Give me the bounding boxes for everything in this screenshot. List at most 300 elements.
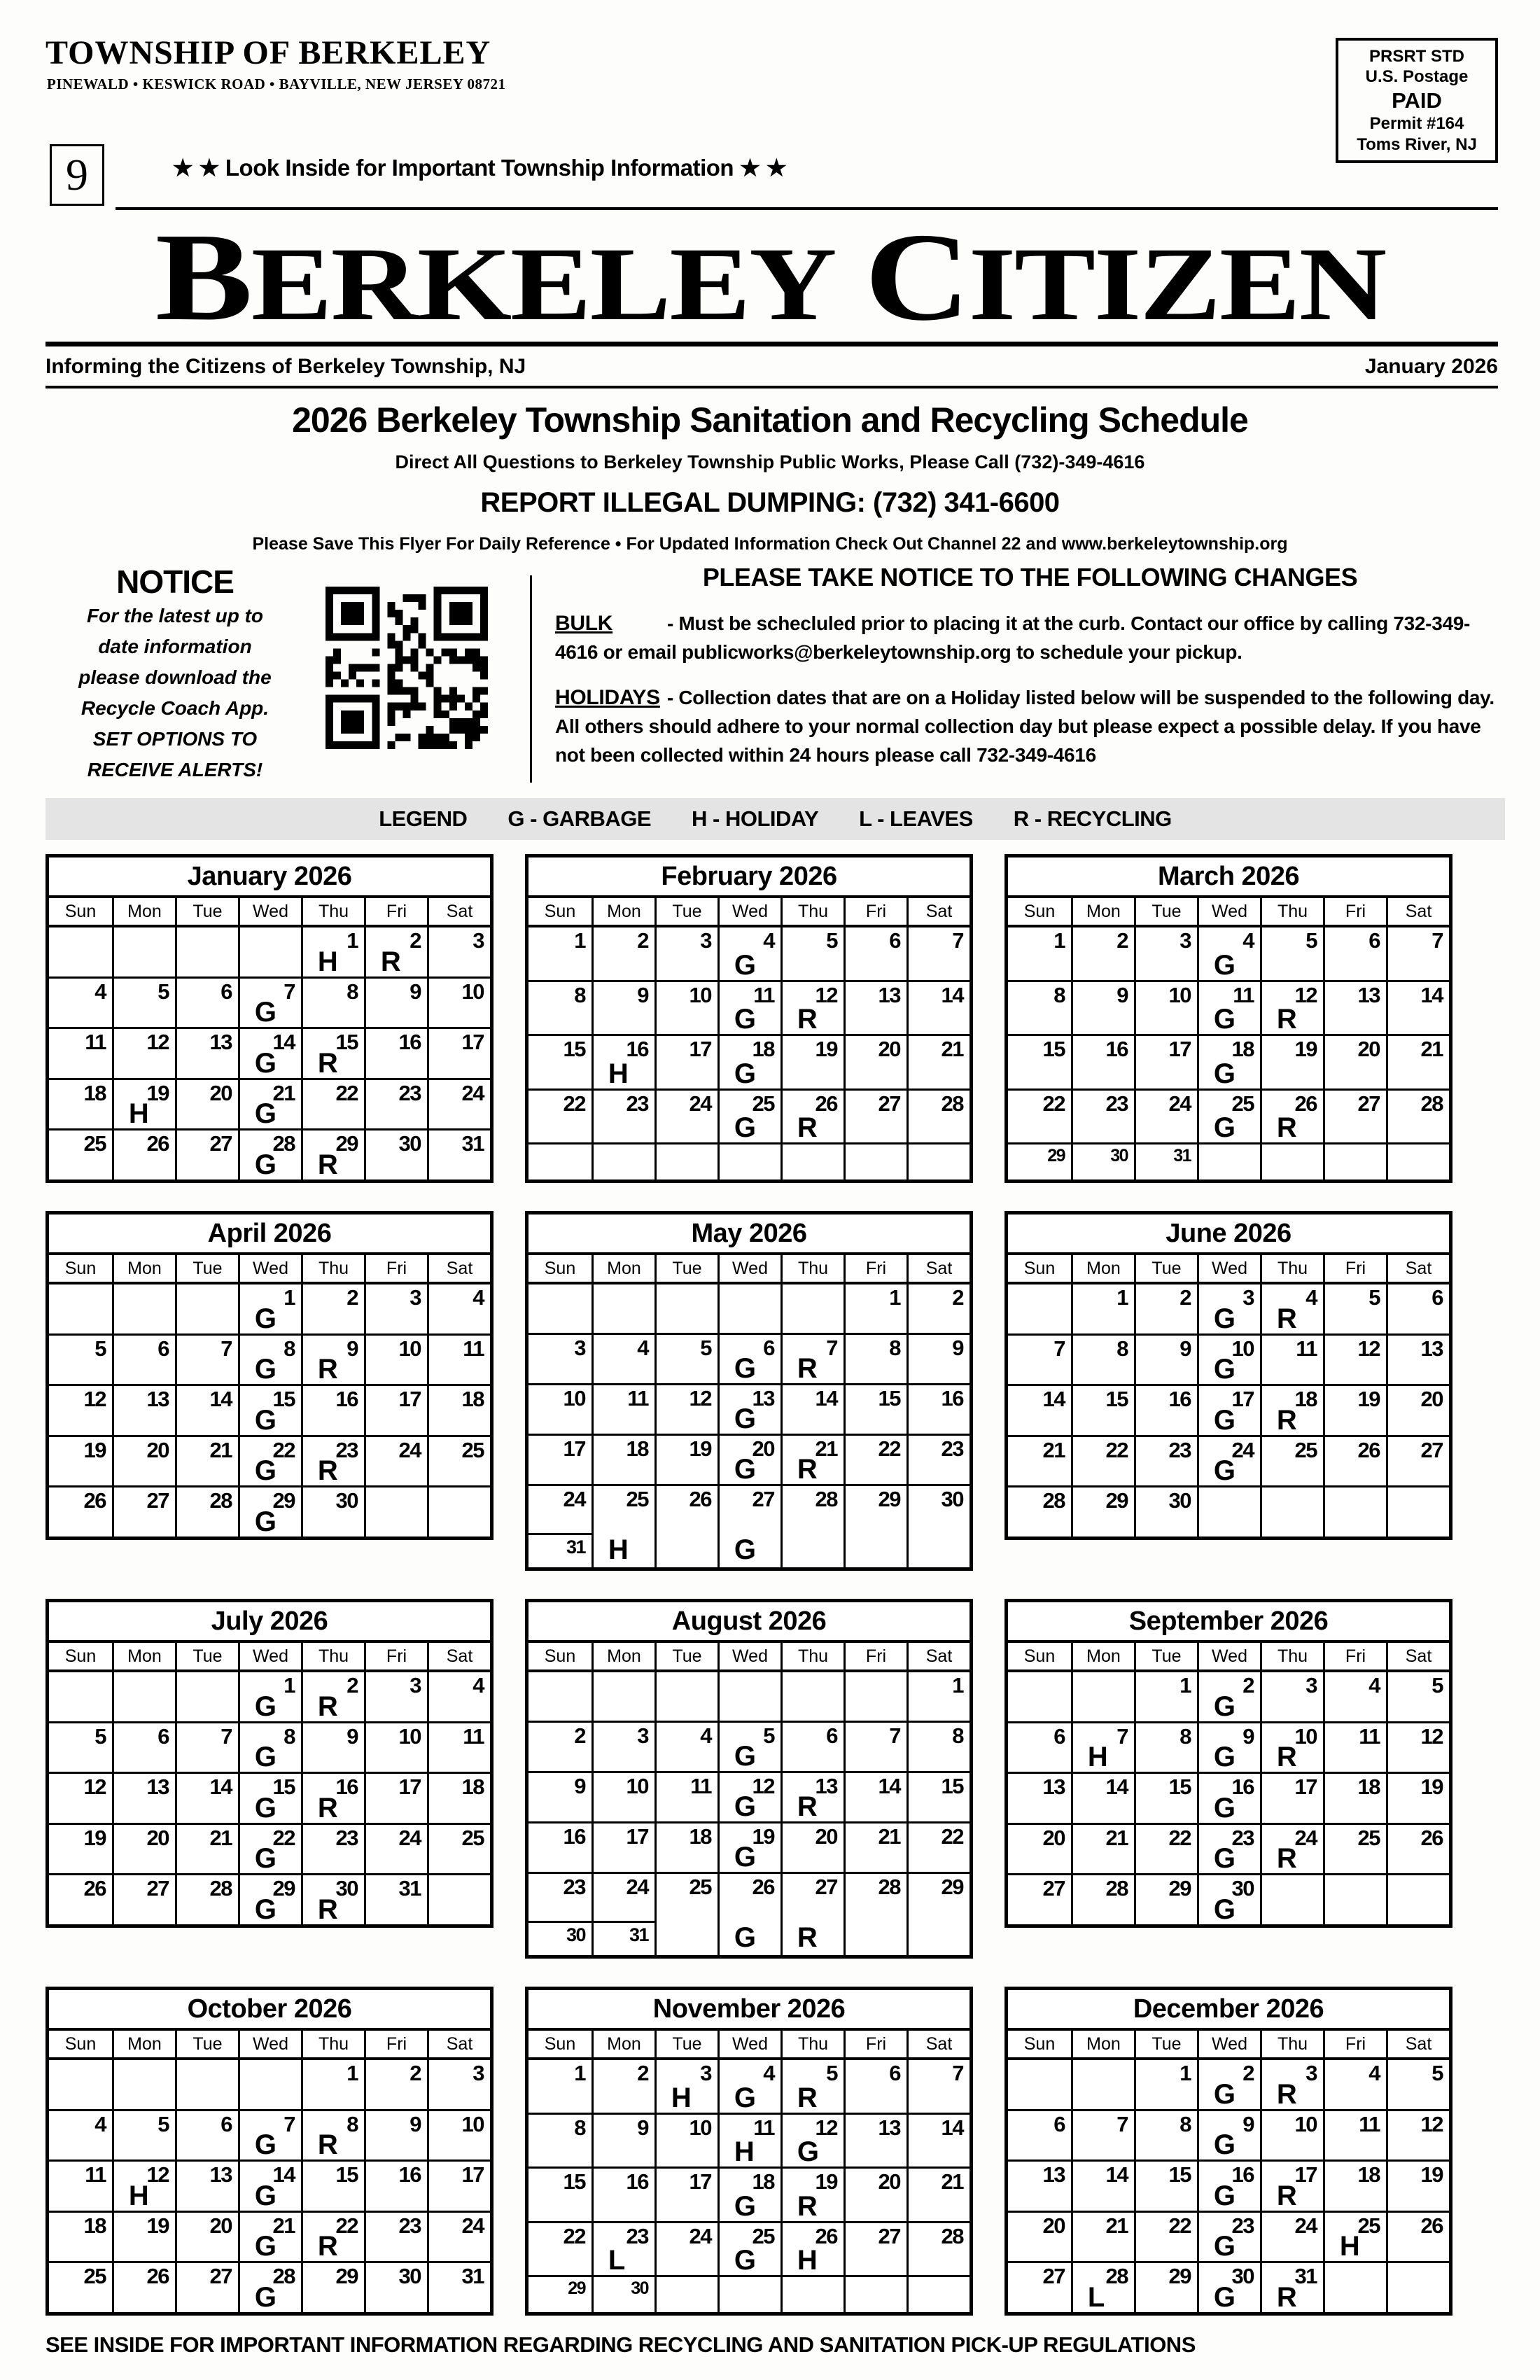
calendar-week-row [1008,1823,1449,1874]
calendar-day-cell [364,2213,427,2262]
calendar-day-cell [238,1029,301,1078]
day-number: 27 [209,2264,232,2289]
day-number: 25 [1357,1825,1380,1850]
day-number: 2 [1180,1285,1191,1310]
calendar-day-cell [528,2060,592,2113]
calendar-day-cell [654,1436,718,1484]
day-header-wed: Wed [238,898,301,925]
day-number: 12 [752,1774,774,1798]
day-number: 10 [461,2111,484,2136]
notice-right-column [555,563,1505,769]
pickup-mark-r: R [317,1149,338,1180]
day-number: 1 [574,2061,585,2085]
day-header-wed: Wed [1197,2031,1260,2057]
calendar-week-row [49,1672,490,1721]
save-flyer-line: Please Save This Flyer For Daily Reference • For Updated Information Check Out Channel 22 and www.berkeleytownship.org [252,534,1288,554]
day-number: 30 [566,1924,585,1945]
day-header-tue: Tue [175,1255,238,1282]
calendar-day-cell [654,1723,718,1771]
pickup-mark-g: G [734,2245,756,2276]
day-number: 22 [878,1436,900,1461]
day-number: 18 [461,1774,484,1800]
calendar-day-cell [238,1825,301,1874]
calendar-day-cell [427,979,490,1028]
day-header-thu: Thu [780,898,844,925]
calendar-day-cell [364,1386,427,1435]
day-number: 7 [1116,1723,1128,1749]
pickup-mark-r: R [1276,2078,1297,2110]
calendar-day-cell [1386,1386,1449,1435]
legend-label: LEGEND [379,806,468,831]
day-number: 22 [272,1437,295,1462]
day-number: 2 [952,1285,963,1310]
calendar-day-cell [718,1144,780,1180]
pickup-mark-r: R [1276,1112,1297,1143]
calendar-day-cell [1197,2060,1260,2109]
pickup-mark-g: G [254,2129,276,2161]
calendar-day-cell [112,1336,175,1385]
issue-date: January 2026 [1364,355,1498,378]
calendar-day-cell [175,2263,238,2312]
calendar-day-cell [301,1029,364,1078]
pickup-mark-r: R [1276,1742,1297,1773]
calendar-day-cell [528,2169,592,2221]
calendar-day-cell [528,927,592,980]
pickup-mark-g: G [254,1047,276,1079]
day-number: 27 [1420,1437,1443,1462]
calendar-day-cell [1134,1774,1197,1823]
day-number: 19 [1420,1774,1443,1800]
calendar-month-title: May 2026 [528,1214,969,1255]
day-number: 4 [1368,1673,1380,1698]
calendar-day-cell [1071,927,1134,980]
day-number: 15 [335,2162,358,2188]
pickup-mark-g: G [734,1741,756,1772]
pickup-mark-g: G [734,1791,756,1822]
calendar-day-cell [49,2213,112,2262]
day-number: 23 [1105,1091,1128,1116]
calendar-day-cell [301,1386,364,1435]
calendar-day-cell [528,2277,592,2312]
day-number: 24 [563,1487,585,1511]
page-header [46,34,1498,210]
calendar-week-row [528,1284,969,1333]
day-header-mon: Mon [112,2031,175,2057]
day-number: 20 [878,2169,900,2194]
calendar-day-cell [1260,2263,1323,2312]
day-number: 20 [1357,1037,1380,1061]
calendar-month-title: August 2026 [528,1602,969,1643]
pickup-mark-g: G [1213,1742,1236,1773]
day-number: 23 [626,2223,648,2248]
masthead-rule-bottom [46,342,1498,346]
day-number: 7 [826,1336,837,1360]
route-number-box: 9 [50,144,104,206]
day-header-sat: Sat [906,1643,969,1670]
calendar-day-cell [238,1774,301,1823]
calendar-day-cell [112,1284,175,1334]
calendar-day-cell [1071,1336,1134,1385]
calendar-day-cell [427,1386,490,1435]
day-number: 23 [563,1875,585,1899]
calendar-day-cell [718,1385,780,1434]
calendar-day-cell [844,2115,906,2167]
day-number: 5 [1306,928,1317,953]
pickup-mark-r: R [1276,1404,1297,1436]
day-header-wed: Wed [718,2031,780,2057]
day-number: 13 [1042,1774,1065,1800]
calendar-day-cell [1008,1284,1071,1334]
pickup-mark-g: G [254,1506,276,1537]
masthead [46,207,1494,346]
calendar-weeks [528,1672,969,1955]
calendar-day-cell [301,1875,364,1924]
calendar-day-cell [654,2060,718,2113]
calendar-day-cell [1386,2060,1449,2109]
day-number: 10 [689,2115,711,2140]
day-number: 22 [1168,1825,1191,1850]
day-number: 21 [1105,1825,1128,1850]
pickup-mark-g: G [1213,2180,1236,2211]
calendar-weeks [1008,1672,1449,1924]
day-number: 29 [272,1488,295,1513]
pickup-mark-g: G [1213,1455,1236,1487]
calendar-day-cell [1197,927,1260,980]
day-number: 24 [1294,2213,1317,2238]
calendar-day-cell [1197,2213,1260,2262]
pickup-mark-g: G [254,1354,276,1385]
day-number: 23 [941,1436,963,1461]
day-number: 18 [1357,1774,1380,1800]
calendar-day-cell [844,2060,906,2113]
calendar-month-title: June 2026 [1008,1214,1449,1255]
day-number: 18 [83,2213,106,2238]
day-number: 31 [398,1876,421,1901]
day-header-sun: Sun [64,1258,97,1278]
calendar-day-cell [1386,1437,1449,1486]
pickup-mark-g: G [1213,949,1236,981]
day-number: 3 [1242,1285,1254,1310]
day-number: 5 [1432,2061,1443,2085]
day-number: 3 [700,2061,711,2085]
calendar-day-cell [592,1672,654,1721]
calendar-day-cell [427,1774,490,1823]
calendar-day-cell [718,1672,780,1721]
calendar-month-title: April 2026 [49,1214,490,1255]
day-number: 20 [209,2213,232,2238]
calendar-day-cell [718,1486,780,1567]
day-number: 30 [941,1487,963,1511]
day-number: 4 [763,2061,774,2085]
calendar-day-cell [112,2060,175,2109]
calendar-day-cell [364,1029,427,1078]
calendar-week-row [1008,1334,1449,1385]
pickup-mark-g: G [734,2190,756,2222]
day-header-sun: Sun [64,2033,97,2054]
day-number: 20 [1042,2213,1065,2238]
postage-line: Toms River, NJ [1357,134,1477,154]
calendar-day-cell [1260,1036,1323,1088]
calendar-day-cell [1008,1144,1071,1180]
calendar-day-cell [1323,927,1386,980]
day-number: 15 [1042,1037,1065,1061]
day-number: 11 [690,1774,711,1798]
day-number: 16 [941,1386,963,1410]
day-number: 11 [1359,2111,1380,2136]
day-header-tue: Tue [1134,898,1197,925]
day-number: 13 [146,1387,169,1412]
qr-code-icon [326,587,488,749]
day-number: 7 [889,1723,900,1748]
day-number: 15 [563,1037,585,1061]
calendar-day-cell [1008,927,1071,980]
calendar-day-cell [238,927,301,976]
pickup-mark-g: G [254,1455,276,1487]
day-number: 27 [146,1876,169,1901]
calendar-day-cell [112,1386,175,1435]
day-number: 28 [1105,2264,1128,2289]
day-number: 19 [1357,1387,1380,1412]
day-number: 9 [410,979,421,1004]
day-number: 2 [346,1673,358,1698]
pickup-mark-r: R [317,1354,338,1385]
calendar-month-title: January 2026 [49,858,490,898]
day-number: 2 [637,928,648,953]
calendar-day-cell [1260,1723,1323,1772]
day-number: 26 [1420,1825,1443,1850]
calendar-day-cell [112,1130,175,1180]
calendar-month-title: February 2026 [528,858,969,898]
day-number: 20 [209,1080,232,1105]
calendar-day-cell [1134,1672,1197,1721]
calendar-day-cell [238,1284,301,1334]
calendar-weeks [49,1672,490,1924]
calendar-weeks [528,1284,969,1567]
day-header-mon: Mon [112,1255,175,1282]
day-number: 12 [1294,982,1317,1007]
calendar-week-row [49,1384,490,1435]
calendar-day-cell [780,2277,844,2312]
day-number: 19 [815,1037,837,1061]
day-header-tue: Tue [1134,2031,1197,2057]
day-number: 3 [1306,1673,1317,1698]
calendar-day-cell [1008,2111,1071,2160]
day-number: 12 [83,1774,106,1800]
day-number: 10 [563,1386,585,1410]
day-number: 12 [815,2115,837,2140]
calendar-day-cell [49,1284,112,1334]
day-number: 23 [398,2213,421,2238]
day-number: 13 [1042,2162,1065,2188]
calendar-day-cell [427,1825,490,1874]
calendar-day-cell [654,2277,718,2312]
day-number: 5 [158,2111,169,2136]
calendar-day-cell [1134,1825,1197,1874]
calendar-day-cell [1323,2162,1386,2211]
calendar-day-cell [301,1130,364,1180]
day-header-tue: Tue [175,1643,238,1670]
day-header-sun: Sun [64,1646,97,1666]
calendar-day-cell [1134,927,1197,980]
pickup-mark-g: G [254,1893,276,1925]
day-number: 10 [1294,1723,1317,1749]
calendar-day-cell [301,1080,364,1129]
calendar-day-header-row [49,898,490,927]
calendar-day-cell [718,2223,780,2276]
day-number: 6 [1432,1285,1443,1310]
day-number: 6 [220,979,232,1004]
calendar-day-cell [592,1036,654,1088]
pickup-mark-r: R [1276,1004,1297,1035]
calendar-day-cell [1260,1825,1323,1874]
calendar-day-cell [364,1488,427,1536]
calendar-day-cell [175,1774,238,1823]
calendar-week-row [1008,1772,1449,1823]
calendar-week-row [1008,2261,1449,2312]
day-number: 13 [815,1774,837,1798]
calendar-day-cell [1134,1488,1197,1536]
calendar-day-cell [1197,2111,1260,2160]
calendar-week-row [528,1034,969,1088]
day-number: 11 [753,982,774,1007]
calendar-day-cell [1386,2263,1449,2312]
day-number: 15 [1105,1387,1128,1412]
calendar-day-cell [844,1385,906,1434]
calendar-day-cell [1071,1875,1134,1924]
day-number: 1 [1180,2061,1191,2085]
calendar-day-cell [1008,2263,1071,2312]
calendar-day-cell [780,1436,844,1484]
pickup-mark-r: R [317,1047,338,1079]
day-header-wed: Wed [1197,1255,1260,1282]
look-inside-banner: ★ ★ Look Inside for Important Township Information ★ ★ [172,155,787,181]
day-number: 18 [626,1436,648,1461]
calendar-day-cell [1197,1875,1260,1924]
calendar-day-cell [1323,2111,1386,2160]
day-number: 2 [637,2061,648,2085]
day-number: 6 [763,1336,774,1360]
day-number: 18 [752,1037,774,1061]
day-number: 31 [1294,2264,1317,2289]
day-number: 21 [815,1436,837,1461]
notice-line: date information [98,636,252,657]
calendar-day-cell [654,1672,718,1721]
calendar-day-cell [844,1036,906,1088]
day-number: 8 [1180,2111,1191,2136]
day-number: 16 [398,2162,421,2188]
calendar-day-cell [592,2223,654,2276]
calendar-day-cell [49,1130,112,1180]
pickup-mark-g: G [1213,2281,1236,2313]
day-number: 25 [83,2264,106,2289]
calendar-day-cell [1197,1091,1260,1143]
day-number: 28 [1420,1091,1443,1116]
calendar-day-cell [1197,1144,1260,1180]
pickup-mark-h: H [128,1098,149,1130]
calendar-january [46,854,493,1183]
day-number: 28 [1042,1488,1065,1513]
calendar-august [525,1599,973,1959]
calendar-day-cell [1008,1488,1071,1536]
calendar-week-row [1008,2109,1449,2160]
calendar-day-cell [1008,1437,1071,1486]
legend-item: H - HOLIDAY [692,806,819,831]
calendar-day-cell [364,1080,427,1129]
calendar-day-cell [1260,1386,1323,1435]
day-number: 28 [272,1131,295,1156]
calendar-day-cell [1134,1284,1197,1334]
calendar-day-cell [112,1774,175,1823]
calendar-weeks [528,2060,969,2312]
pickup-mark-l: L [608,2245,626,2276]
day-number: 24 [461,2213,484,2238]
calendar-day-cell [1071,2213,1134,2262]
calendar-week-row [528,2060,969,2113]
day-number: 19 [1294,1037,1317,1061]
calendar-day-cell [301,2111,364,2160]
calendar-day-cell [718,1036,780,1088]
calendar-day-cell [427,1080,490,1129]
calendar-week-row [49,1078,490,1129]
day-header-wed: Wed [1197,898,1260,925]
day-number: 25 [461,1437,484,1462]
day-header-fri: Fri [364,2031,427,2057]
calendar-day-cell [906,1144,969,1180]
day-number: 15 [272,1387,295,1412]
day-number: 1 [1116,1285,1128,1310]
calendar-day-cell [654,2223,718,2276]
calendar-day-cell [780,1385,844,1434]
notice-section [46,563,1505,785]
calendar-month-title: September 2026 [1008,1602,1449,1643]
calendar-day-cell [906,2060,969,2113]
calendar-day-cell [364,2060,427,2109]
day-header-fri: Fri [364,898,427,925]
day-number: 5 [1432,1673,1443,1698]
calendar-day-cell [528,1773,592,1821]
day-header-wed: Wed [718,1643,780,1670]
day-number: 4 [1368,2061,1380,2085]
pickup-mark-r: R [317,1792,338,1823]
calendar-day-header-row [49,1643,490,1672]
calendar-day-cell [1323,1774,1386,1823]
calendar-day-cell [1071,1774,1134,1823]
day-number: 6 [220,2111,232,2136]
calendar-day-cell [427,927,490,976]
holidays-text: - Collection dates that are on a Holiday listed below will be suspended to the following day. All others should adhere to your normal collection day but please expect a possible delay. If you have not been collected within 24 hours please call 732-349-4616 [555,687,1494,766]
calendar-day-header-row [1008,2031,1449,2060]
calendar-day-cell [175,1825,238,1874]
day-number: 16 [1105,1037,1128,1061]
calendar-week-row [1008,1435,1449,1486]
calendar-day-cell [175,927,238,976]
day-number: 30 [335,1488,358,1513]
day-number: 8 [952,1723,963,1748]
day-header-fri: Fri [844,2031,906,2057]
day-header-wed: Wed [238,2031,301,2057]
calendar-day-cell [1386,1036,1449,1088]
calendar-december [1004,1987,1452,2316]
day-number: 10 [398,1723,421,1749]
calendar-day-cell [175,1386,238,1435]
day-number: 10 [689,982,711,1007]
calendar-day-cell [49,2111,112,2160]
day-number: 14 [941,2115,963,2140]
calendar-day-cell [364,1437,427,1486]
pickup-mark-g: G [1213,2078,1236,2110]
day-number: 10 [1231,1336,1254,1361]
calendar-day-cell [528,1672,592,1721]
